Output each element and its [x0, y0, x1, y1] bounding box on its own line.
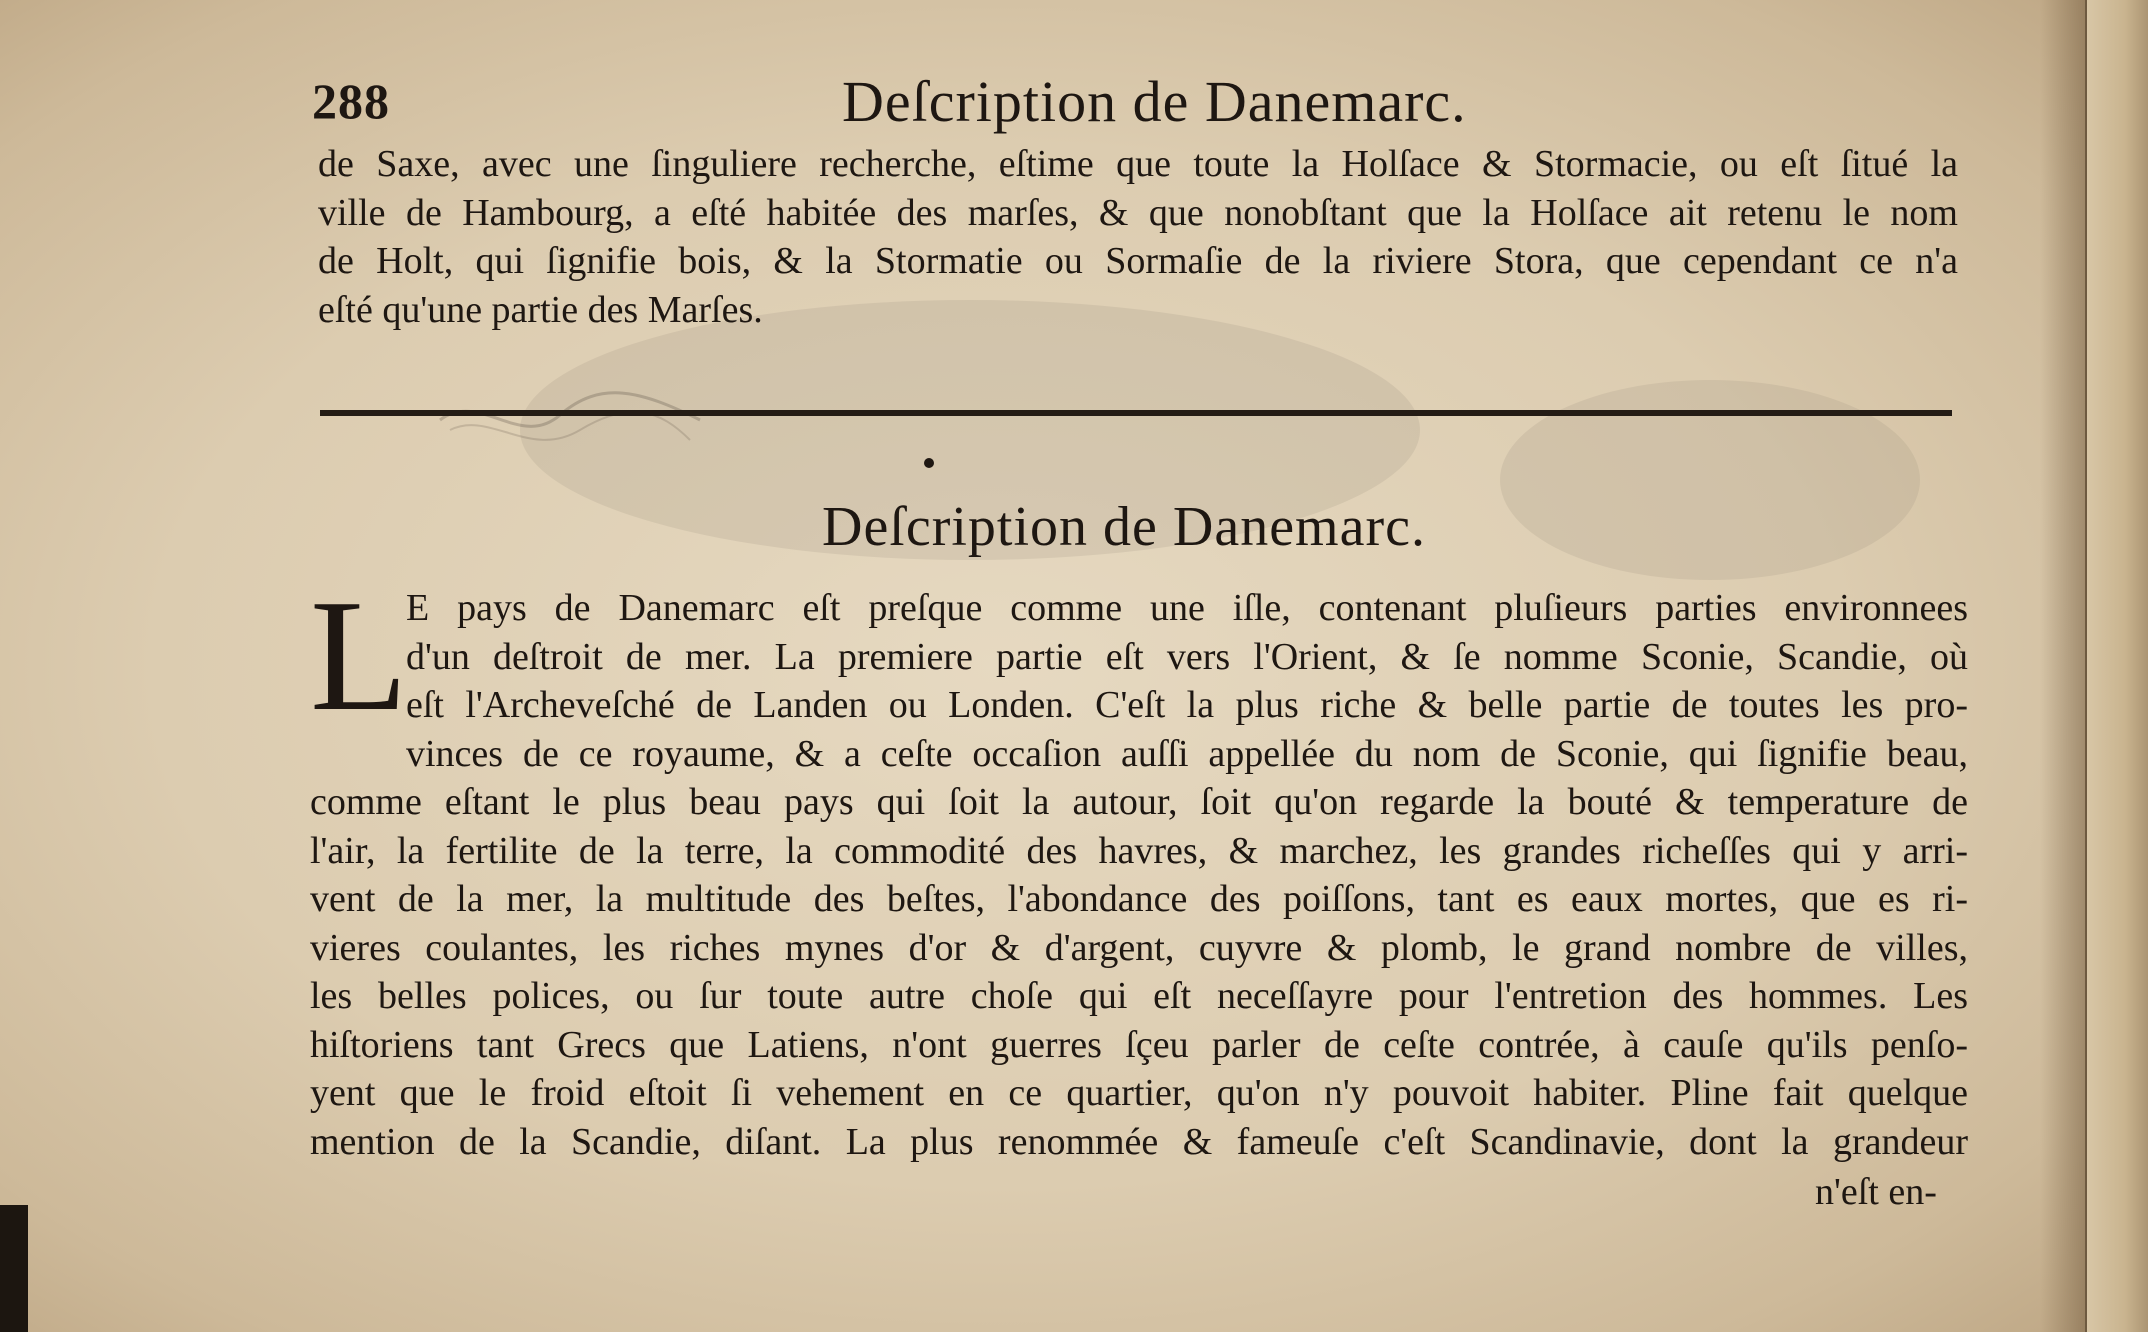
page-number: 288 — [312, 73, 390, 129]
text-line: d'un deſtroit de mer. La premiere partie eſt vers l'Orient, & ſe nomme Sconie, Scandie, où — [406, 635, 1968, 678]
text-line: hiſtoriens tant Grecs que Latiens, n'ont guerres ſçeu parler de ceſte contrée, à cauſe qu'ils penſo- — [310, 1023, 1968, 1066]
text-line: eſt l'Archeveſché de Landen ou Londen. C'eſt la plus riche & belle partie de toutes les pro- — [406, 684, 1968, 726]
text-line: ville de Hambourg, a eſté habitée des marſes, & que nonobſtant que la Holſace ait retenu le nom — [318, 191, 1958, 234]
section-divider-rule — [320, 410, 1952, 416]
top-paragraph — [318, 140, 1958, 334]
text-line: yent que le froid eſtoit ſi vehement en ce quartier, qu'on n'y pouvoit habiter. Pline fait quelque — [310, 1072, 1968, 1114]
catchword: n'eſt en- — [1815, 1171, 1937, 1213]
drop-cap: L — [310, 566, 408, 744]
main-paragraph — [310, 584, 1968, 1166]
text-line: de Holt, qui ſignifie bois, & la Stormatie ou Sormaſie de la riviere Stora, que cependant ce n'a — [318, 240, 1958, 282]
text-line: les belles polices, ou ſur toute autre choſe qui eſt neceſſayre pour l'entretion des hommes. Les — [310, 975, 1968, 1017]
text-line: mention de la Scandie, diſant. La plus renommée & fameuſe c'eſt Scandinavie, dont la grandeur — [310, 1120, 1968, 1163]
text-line: vinces de ce royaume, & a ceſte occaſion auſſi appellée du nom de Sconie, qui ſignifie beau, — [406, 732, 1968, 775]
section-title: Deſcription de Danemarc. — [822, 496, 1426, 558]
scan-corner-shadow — [0, 1205, 28, 1332]
text-line: de Saxe, avec une ſinguliere recherche, eſtime que toute la Holſace & Stormacie, ou eſt ſitué la — [318, 143, 1958, 185]
text-line: vent de la mer, la multitude des beſtes, l'abondance des poiſſons, tant es eaux mortes, que es ri- — [310, 878, 1968, 920]
running-head — [312, 62, 1952, 142]
running-head-title: Deſcription de Danemarc. — [842, 69, 1467, 134]
text-line: l'air, la fertilite de la terre, la commodité des havres, & marchez, les grandes richeſſes qui y arri- — [310, 829, 1968, 872]
text-line: eſté qu'une partie des Marſes. — [318, 288, 763, 331]
text-line: vieres coulantes, les riches mynes d'or & d'argent, cuyvre & plomb, le grand nombre de villes, — [310, 926, 1968, 969]
page-gutter-shadow — [2040, 0, 2085, 1332]
text-line: E pays de Danemarc eſt preſque comme une iſle, contenant pluſieurs parties environnees — [406, 587, 1968, 629]
facing-page-edge — [2085, 0, 2148, 1332]
decorative-dot — [924, 458, 934, 468]
text-line: comme eſtant le plus beau pays qui ſoit la autour, ſoit qu'on regarde la bouté & temperature de — [310, 781, 1968, 823]
